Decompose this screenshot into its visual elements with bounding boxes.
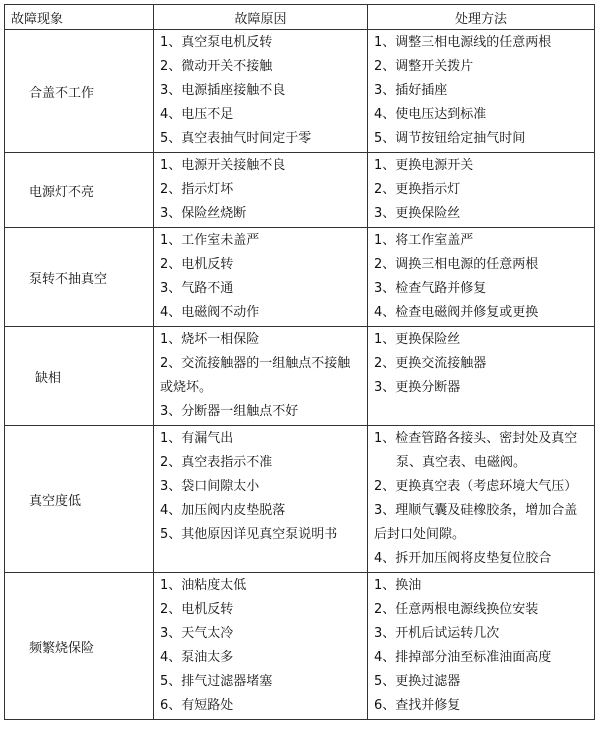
solution-item: 3、更换保险丝	[374, 206, 461, 221]
table-row	[5, 573, 595, 720]
cause-item: 4、电压不足	[160, 107, 234, 122]
solution-cell	[368, 327, 595, 426]
cause-cell	[154, 426, 368, 573]
fault-table	[4, 4, 595, 720]
solution-item: 1、换油	[374, 578, 422, 593]
cause-item: 3、保险丝烧断	[160, 206, 247, 221]
solution-item: 3、检查气路并修复	[374, 281, 487, 296]
solution-item: 5、调节按钮给定抽气时间	[374, 131, 526, 146]
cause-item: 2、电机反转	[160, 257, 234, 272]
solution-item: 5、更换过滤器	[374, 674, 461, 689]
symptom-cell: 电源灯不亮	[5, 153, 154, 228]
symptom-cell: 频繁烧保险	[5, 573, 154, 720]
cause-item: 1、真空泵电机反转	[160, 35, 273, 50]
solution-item: 3、更换分断器	[374, 380, 461, 395]
solution-item: 4、排掉部分油至标准油面高度	[374, 650, 552, 665]
solution-item: 1、检查管路各接头、密封处及真空	[374, 431, 578, 446]
solution-item: 2、任意两根电源线换位安装	[374, 602, 539, 617]
cause-item: 1、油粘度太低	[160, 578, 247, 593]
solution-item: 2、调整开关拨片	[374, 59, 474, 74]
solution-item: 6、查找并修复	[374, 698, 461, 713]
fault-table-container	[4, 4, 595, 720]
cause-item: 2、交流接触器的一组触点不接触或烧坏。	[160, 356, 351, 395]
cause-item: 1、烧坏一相保险	[160, 332, 260, 347]
cause-item: 2、微动开关不接触	[160, 59, 273, 74]
cause-item: 1、工作室未盖严	[160, 233, 260, 248]
table-header-row	[5, 5, 595, 30]
cause-item: 3、分断器一组触点不好	[160, 404, 299, 419]
solution-item: 4、拆开加压阀将皮垫复位胶合	[374, 551, 552, 566]
solution-cell	[368, 30, 595, 153]
table-row	[5, 153, 595, 228]
cause-item: 1、电源开关接触不良	[160, 158, 286, 173]
solution-cell	[368, 573, 595, 720]
solution-item: 1、将工作室盖严	[374, 233, 474, 248]
cause-item: 5、排气过滤器堵塞	[160, 674, 273, 689]
cause-item: 2、真空表指示不准	[160, 455, 273, 470]
cause-item: 4、泵油太多	[160, 650, 234, 665]
cause-item: 4、加压阀内皮垫脱落	[160, 503, 286, 518]
symptom-cell: 缺相	[5, 327, 154, 426]
header-solution: 处理方法	[368, 5, 595, 30]
solution-cell	[368, 153, 595, 228]
cause-item: 3、气路不通	[160, 281, 234, 296]
cause-item: 5、其他原因详见真空泵说明书	[160, 527, 338, 542]
cause-item: 6、有短路处	[160, 698, 234, 713]
cause-item: 2、指示灯坏	[160, 182, 234, 197]
solution-item: 2、更换真空表（考虑环境大气压）	[374, 479, 578, 494]
symptom-cell: 真空度低	[5, 426, 154, 573]
table-row	[5, 228, 595, 327]
solution-item: 3、插好插座	[374, 83, 448, 98]
symptom-cell: 泵转不抽真空	[5, 228, 154, 327]
solution-item: 泵、真空表、电磁阀。	[396, 455, 527, 470]
solution-item: 1、更换保险丝	[374, 332, 461, 347]
cause-cell	[154, 573, 368, 720]
cause-item: 4、电磁阀不动作	[160, 305, 260, 320]
table-row	[5, 30, 595, 153]
solution-cell	[368, 228, 595, 327]
solution-item: 3、开机后试运转几次	[374, 626, 500, 641]
table-row	[5, 426, 595, 573]
cause-item: 3、电源插座接触不良	[160, 83, 286, 98]
symptom-cell: 合盖不工作	[5, 30, 154, 153]
solution-item: 3、理顺气囊及硅橡胶条，增加合盖后封口处间隙。	[374, 503, 578, 542]
solution-item: 2、更换交流接触器	[374, 356, 487, 371]
cause-item: 1、有漏气出	[160, 431, 234, 446]
cause-item: 2、电机反转	[160, 602, 234, 617]
cause-cell	[154, 30, 368, 153]
solution-item: 2、调换三相电源的任意两根	[374, 257, 539, 272]
cause-cell	[154, 228, 368, 327]
cause-item: 5、真空表抽气时间定于零	[160, 131, 312, 146]
cause-item: 3、袋口间隙太小	[160, 479, 260, 494]
cause-item: 3、天气太冷	[160, 626, 234, 641]
solution-cell	[368, 426, 595, 573]
cause-cell	[154, 153, 368, 228]
header-symptom: 故障现象	[5, 5, 154, 30]
cause-cell	[154, 327, 368, 426]
solution-item: 4、检查电磁阀并修复或更换	[374, 305, 539, 320]
solution-item: 1、调整三相电源线的任意两根	[374, 35, 552, 50]
table-row	[5, 327, 595, 426]
solution-item: 1、更换电源开关	[374, 158, 474, 173]
header-cause: 故障原因	[154, 5, 368, 30]
solution-item: 2、更换指示灯	[374, 182, 461, 197]
solution-item: 4、使电压达到标准	[374, 107, 487, 122]
